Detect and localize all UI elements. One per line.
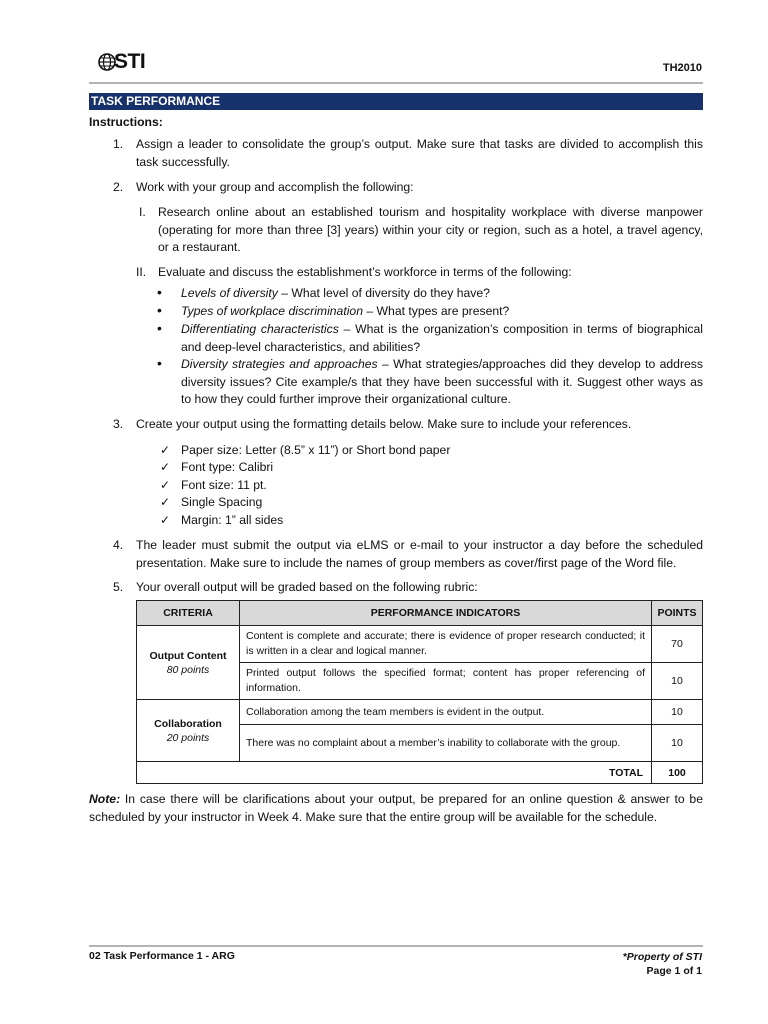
indicator-cell: Collaboration among the team members is evident in the output. bbox=[240, 700, 652, 725]
item-text: Assign a leader to consolidate the group’s output. Make sure that tasks are divided to accomplish this task successfully. bbox=[136, 137, 703, 169]
footer-property: *Property of STI bbox=[622, 951, 702, 963]
item-text: Your overall output will be graded based on the following rubric: bbox=[136, 580, 478, 594]
check-icon: ✓ bbox=[160, 443, 171, 457]
header-indicators: PERFORMANCE INDICATORS bbox=[240, 601, 652, 626]
footer-divider bbox=[89, 945, 703, 947]
item-text: Create your output using the formatting details below. Make sure to include your references. bbox=[136, 417, 632, 431]
table-header-row bbox=[137, 601, 703, 626]
sub-item-text: Evaluate and discuss the establishment’s workforce in terms of the following: bbox=[158, 265, 572, 279]
indicator-cell: Printed output follows the specified format; content has proper referencing of information. bbox=[240, 663, 652, 700]
bullet-item bbox=[181, 285, 703, 303]
format-item: Single Spacing bbox=[181, 495, 263, 509]
format-item: Font size: 11 pt. bbox=[181, 478, 267, 492]
format-item: Paper size: Letter (8.5” x 11”) or Short bond paper bbox=[181, 443, 451, 457]
criteria-points: 20 points bbox=[166, 731, 210, 744]
criteria-name: Output Content bbox=[149, 649, 227, 662]
sti-logo bbox=[98, 50, 144, 74]
footer-right bbox=[623, 950, 702, 978]
sub-item-number: II. bbox=[136, 265, 147, 279]
bullet-icon bbox=[158, 361, 166, 369]
bullet-text: – What is the organization’s composition in terms of biographical and deep-level characteristics, and abilities? bbox=[181, 322, 704, 354]
criteria-points: 80 points bbox=[166, 663, 210, 676]
bullet-icon bbox=[158, 290, 166, 298]
format-item: Margin: 1” all sides bbox=[181, 513, 284, 527]
table-row bbox=[137, 626, 703, 663]
page-number: Page 1 of 1 bbox=[646, 965, 702, 977]
points-cell: 10 bbox=[652, 725, 703, 762]
bullet-text: – What types are present? bbox=[362, 304, 510, 318]
check-icon: ✓ bbox=[160, 495, 171, 509]
criteria-cell bbox=[137, 626, 240, 700]
table-total-row bbox=[137, 762, 703, 784]
bullet-term: Differentiating characteristics bbox=[181, 322, 339, 336]
criteria-cell bbox=[137, 700, 240, 762]
note-paragraph bbox=[89, 791, 703, 826]
rubric-table bbox=[136, 600, 703, 784]
bullet-icon bbox=[158, 326, 166, 334]
bullet-item bbox=[181, 356, 703, 409]
bullet-term: Levels of diversity bbox=[181, 286, 278, 300]
note-label: Note: bbox=[89, 792, 121, 806]
format-item: Font type: Calibri bbox=[181, 460, 274, 474]
total-label: TOTAL bbox=[137, 762, 652, 784]
item-number: 4. bbox=[113, 538, 124, 552]
bullet-term: Diversity strategies and approaches bbox=[181, 357, 378, 371]
bullet-icon bbox=[158, 308, 166, 316]
section-title: TASK PERFORMANCE bbox=[89, 93, 703, 110]
logo-text: STI bbox=[114, 50, 146, 73]
points-cell: 10 bbox=[652, 700, 703, 725]
sub-item-number: I. bbox=[139, 205, 146, 219]
check-icon: ✓ bbox=[160, 478, 171, 492]
header-criteria: CRITERIA bbox=[137, 601, 240, 626]
bullet-text: – What strategies/approaches did they develop to address diversity issues? Cite example/s that they have been successful with it. Suggest other ways as to how they could further improve their organizational culture. bbox=[181, 357, 703, 406]
bullet-text: – What level of diversity do they have? bbox=[277, 286, 490, 300]
item-text: The leader must submit the output via eLMS or e-mail to your instructor a day before the scheduled presentation. Make sure to include the names of group members as cover/first page of the Word file. bbox=[136, 538, 703, 570]
note-text: In case there will be clarifications about your output, be prepared for an online question & answer to be scheduled by your instructor in Week 4. Make sure that the entire group will be available for the schedule. bbox=[89, 792, 703, 824]
indicator-cell: Content is complete and accurate; there is evidence of proper research conducted; it is written in a clear and logical manner. bbox=[240, 626, 652, 663]
item-text: Work with your group and accomplish the following: bbox=[136, 180, 414, 194]
bullet-item bbox=[181, 321, 703, 356]
instructions-label: Instructions: bbox=[89, 115, 163, 129]
item-number: 5. bbox=[113, 580, 124, 594]
item-number: 3. bbox=[113, 417, 124, 431]
criteria-name: Collaboration bbox=[154, 717, 222, 730]
table-row bbox=[137, 700, 703, 725]
footer-title: 02 Task Performance 1 - ARG bbox=[89, 950, 235, 962]
header-points: POINTS bbox=[652, 601, 703, 626]
check-icon: ✓ bbox=[160, 460, 171, 474]
points-cell: 70 bbox=[652, 626, 703, 663]
bullet-item bbox=[181, 303, 703, 321]
item-number: 2. bbox=[113, 180, 124, 194]
item-number: 1. bbox=[113, 137, 124, 151]
sub-item-text: Research online about an established tourism and hospitality workplace with diverse manpower (operating for more than three [3] years) within your city or region, such as a hotel, a travel agency, or a restaurant. bbox=[158, 205, 703, 254]
total-value: 100 bbox=[652, 762, 703, 784]
bullet-term: Types of workplace discrimination bbox=[181, 304, 363, 318]
points-cell: 10 bbox=[652, 663, 703, 700]
indicator-cell: There was no complaint about a member’s inability to collaborate with the group. bbox=[240, 725, 652, 762]
check-icon: ✓ bbox=[160, 513, 171, 527]
document-code: TH2010 bbox=[662, 62, 702, 74]
header-divider bbox=[89, 82, 703, 84]
